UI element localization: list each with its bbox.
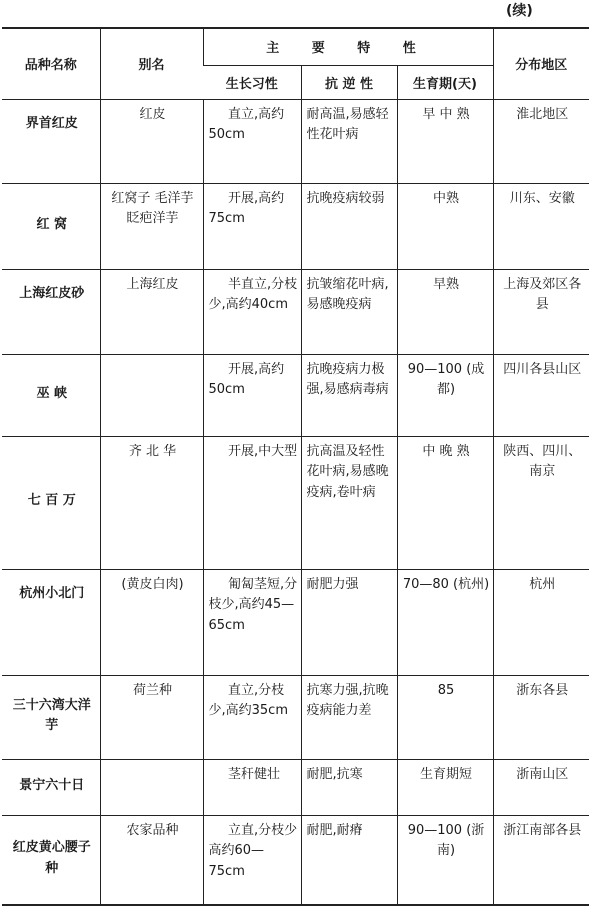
stress-resistance: 抗寒力强,抗晚疫病能力差 bbox=[301, 675, 397, 759]
header-main-traits-label: 主 要 特 性 bbox=[266, 41, 430, 57]
variety-alias: 农家品种 bbox=[100, 815, 203, 905]
table-header-row bbox=[2, 28, 589, 65]
growth-habit: 直立,分枝少,高约35cm bbox=[203, 675, 301, 759]
growth-habit: 匍匐茎短,分枝少,高约45—65cm bbox=[203, 569, 301, 675]
table-row bbox=[2, 815, 589, 905]
variety-alias bbox=[100, 759, 203, 815]
table-row bbox=[2, 99, 589, 183]
header-growth-period: 生育期(天) bbox=[397, 65, 493, 99]
stress-resistance: 耐肥力强 bbox=[301, 569, 397, 675]
growth-habit: 茎秆健壮 bbox=[203, 759, 301, 815]
table-row bbox=[2, 354, 589, 436]
variety-alias: 红皮 bbox=[100, 99, 203, 183]
variety-alias: 上海红皮 bbox=[100, 269, 203, 354]
header-alias: 别名 bbox=[100, 28, 203, 99]
table-row bbox=[2, 183, 589, 269]
variety-alias bbox=[100, 354, 203, 436]
variety-name: 红皮黄心腰子种 bbox=[2, 815, 100, 905]
variety-name: 红 窝 bbox=[2, 183, 100, 269]
stress-resistance: 耐肥,抗寒 bbox=[301, 759, 397, 815]
growth-habit: 开展,高约50cm bbox=[203, 354, 301, 436]
stress-resistance: 耐高温,易感轻性花叶病 bbox=[301, 99, 397, 183]
table-row bbox=[2, 269, 589, 354]
stress-resistance: 抗高温及轻性花叶病,易感晚疫病,卷叶病 bbox=[301, 436, 397, 569]
variety-name: 七 百 万 bbox=[2, 436, 100, 569]
growth-period: 85 bbox=[397, 675, 493, 759]
distribution-region: 四川各县山区 bbox=[493, 354, 589, 436]
distribution-region: 上海及郊区各县 bbox=[493, 269, 589, 354]
growth-habit: 立直,分枝少高约60—75cm bbox=[203, 815, 301, 905]
header-stress-resistance: 抗 逆 性 bbox=[301, 65, 397, 99]
stress-resistance: 抗皱缩花叶病,易感晚疫病 bbox=[301, 269, 397, 354]
growth-period: 70—80 (杭州) bbox=[397, 569, 493, 675]
continued-label: (续) bbox=[506, 3, 533, 19]
growth-period: 90—100 (成都) bbox=[397, 354, 493, 436]
header-growth-habit: 生长习性 bbox=[203, 65, 301, 99]
distribution-region: 杭州 bbox=[493, 569, 589, 675]
distribution-region: 淮北地区 bbox=[493, 99, 589, 183]
distribution-region: 浙东各县 bbox=[493, 675, 589, 759]
table-row bbox=[2, 759, 589, 815]
header-variety-name: 品种名称 bbox=[2, 28, 100, 99]
distribution-region: 陕西、四川、南京 bbox=[493, 436, 589, 569]
variety-name: 三十六湾大洋芋 bbox=[2, 675, 100, 759]
growth-habit: 开展,中大型 bbox=[203, 436, 301, 569]
variety-table bbox=[2, 27, 589, 906]
distribution-region: 浙江南部各县 bbox=[493, 815, 589, 905]
distribution-region: 浙南山区 bbox=[493, 759, 589, 815]
growth-habit: 开展,高约75cm bbox=[203, 183, 301, 269]
growth-habit: 直立,高约50cm bbox=[203, 99, 301, 183]
variety-name: 界首红皮 bbox=[2, 99, 100, 183]
header-region: 分布地区 bbox=[493, 28, 589, 99]
stress-resistance: 抗晚疫病较弱 bbox=[301, 183, 397, 269]
growth-period: 中 晚 熟 bbox=[397, 436, 493, 569]
growth-period: 生育期短 bbox=[397, 759, 493, 815]
growth-period: 早熟 bbox=[397, 269, 493, 354]
growth-period: 中熟 bbox=[397, 183, 493, 269]
growth-period: 早 中 熟 bbox=[397, 99, 493, 183]
table-row bbox=[2, 569, 589, 675]
variety-name: 巫 峡 bbox=[2, 354, 100, 436]
variety-alias: (黄皮白肉) bbox=[100, 569, 203, 675]
variety-name: 上海红皮砂 bbox=[2, 269, 100, 354]
variety-alias: 齐 北 华 bbox=[100, 436, 203, 569]
growth-habit: 半直立,分枝少,高约40cm bbox=[203, 269, 301, 354]
table-row bbox=[2, 436, 589, 569]
table-row bbox=[2, 675, 589, 759]
header-main-traits bbox=[203, 28, 493, 65]
distribution-region: 川东、安徽 bbox=[493, 183, 589, 269]
variety-alias: 红窝子 毛洋芋 眨疤洋芋 bbox=[100, 183, 203, 269]
variety-alias: 荷兰种 bbox=[100, 675, 203, 759]
variety-name: 杭州小北门 bbox=[2, 569, 100, 675]
stress-resistance: 抗晚疫病力极强,易感病毒病 bbox=[301, 354, 397, 436]
growth-period: 90—100 (浙南) bbox=[397, 815, 493, 905]
variety-name: 景宁六十日 bbox=[2, 759, 100, 815]
stress-resistance: 耐肥,耐瘠 bbox=[301, 815, 397, 905]
